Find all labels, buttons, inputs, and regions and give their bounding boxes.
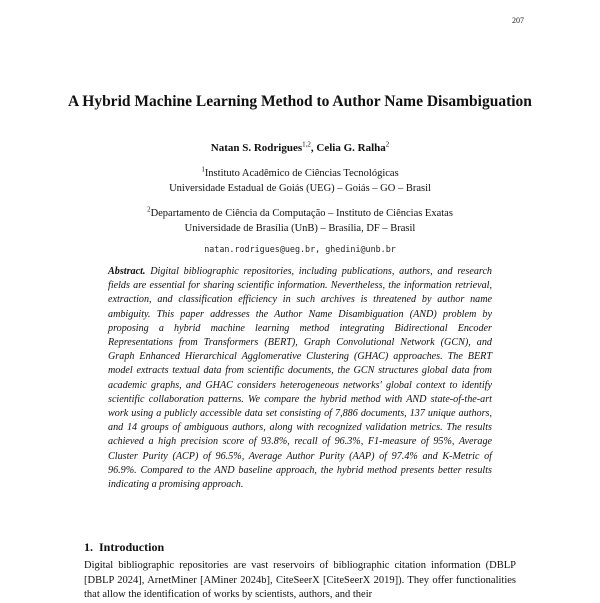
affiliation-2 [60, 206, 540, 236]
section-title: Introduction [99, 540, 165, 554]
abstract [108, 265, 492, 492]
author-name: Celia G. Ralha [316, 142, 386, 154]
affiliation-line: Universidade de Brasília (UnB) – Brasília, DF – Brasil [184, 223, 416, 234]
affiliation-institute: Departamento de Ciência da Computação – Instituto de Ciências Exatas [150, 208, 453, 219]
affiliation-line: Universidade Estadual de Goiás (UEG) – Goiás – GO – Brasil [169, 183, 431, 194]
author-list [60, 142, 540, 154]
affiliation-line [60, 166, 540, 181]
affiliation-mark: 1 [201, 165, 205, 174]
abstract-text: Digital bibliographic repositories, including publications, authors, and research fields are essential for sharing scientific information. Nevertheless, the information retrieval, extraction, and classification efficiency in such archives is threatened by author name ambiguity. This paper addresses the Author Name Disambiguation (AND) problem by proposing a hybrid machine learning method integrating Bidirectional Encoder Representations from Transformers (BERT), Graph Convolutional Network (GCN), and Graph Enhanced Hierarchical Agglomerative Clustering (GHAC) approaches. The BERT model extracts textual data from scientific documents, the GCN structures global data from academic graphs, and GHAC considers heterogeneous networks' global context to identify scientific collaboration patterns. We compare the hybrid method with AND state-of-the-art work using a publicly accessible data set consisting of 7,886 documents, 137 unique authors, and 14 groups of ambiguous authors, along with recognized validation metrics. The results achieved a high precision score of 93.8%, recall of 96.3%, F1-measure of 95%, Average Cluster Purity (ACP) of 96.5%, Average Author Purity (AAP) of 97.4% and K-Metric of 96.9%. Compared to the AND baseline approach, the hybrid method presents better results indicating a promising approach. [108, 266, 492, 491]
author-emails: natan.rodrigues@ueg.br, ghedini@unb.br [204, 244, 396, 254]
section-body-text: Digital bibliographic repositories are vast reservoirs of bibliographic citation information (DBLP [DBLP 2024], ArnetMiner [AMiner 2024b], CiteSeerX [CiteSeerX 2019]). They offer functionalities that allow the identification of works by scientists, authors, and their [84, 560, 516, 600]
abstract-label: Abstract. [108, 266, 146, 277]
affiliation-institute: Instituto Acadêmico de Ciências Tecnológicas [204, 168, 399, 179]
section-number: 1. [84, 540, 93, 554]
affiliation-mark: 2 [147, 205, 151, 214]
affiliation-line [60, 206, 540, 221]
affiliation-1 [60, 166, 540, 196]
page-number: 207 [512, 16, 524, 25]
section-heading [84, 540, 164, 555]
paper-title: A Hybrid Machine Learning Method to Author Name Disambiguation [68, 93, 532, 110]
author-separator: , [310, 142, 317, 154]
author-affiliation-mark: 1,2 [302, 140, 311, 149]
author-name: Natan S. Rodrigues [210, 142, 303, 154]
author-affiliation-mark: 2 [385, 140, 390, 149]
